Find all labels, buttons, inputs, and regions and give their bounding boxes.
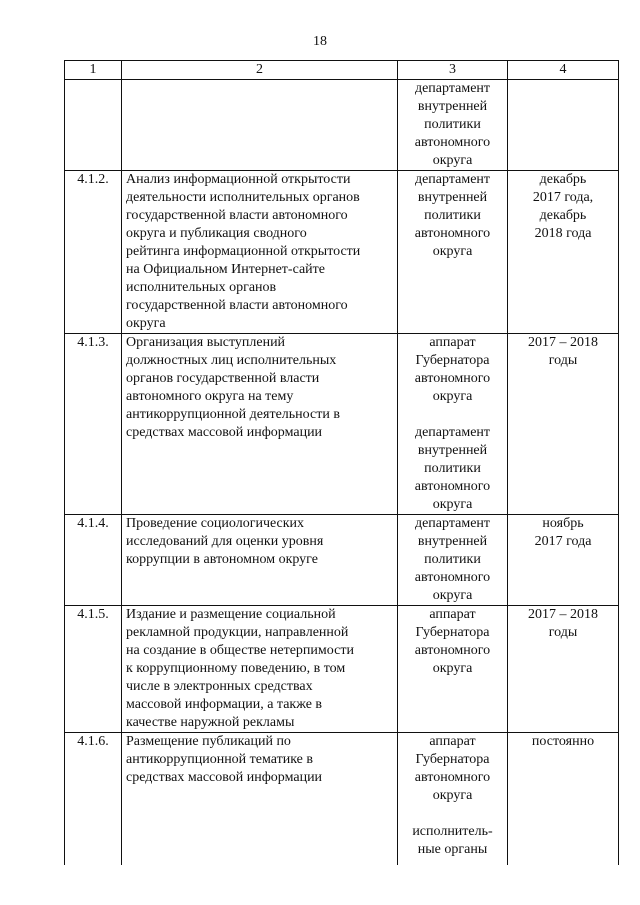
- executor-text-line: округа: [432, 588, 473, 603]
- item-number: 4.1.4.: [65, 515, 122, 606]
- measure-description: [122, 334, 398, 515]
- executor-text-line: внутренней: [417, 190, 488, 205]
- table-row: [65, 80, 619, 171]
- measure-text-line: должностных лиц исполнительных: [126, 353, 337, 368]
- executor-text-line: округа: [432, 244, 473, 259]
- executor-text-line: политики: [424, 552, 481, 567]
- measure-description: [122, 733, 398, 866]
- executor-text-line: автономного: [414, 226, 491, 241]
- executor-text-line: политики: [424, 208, 481, 223]
- measure-text-line: исследований для оценки уровня: [126, 534, 324, 549]
- executor-cell: [398, 606, 508, 733]
- measure-text-line: к коррупционному поведению, в том: [126, 661, 346, 676]
- executor-text-line: [402, 406, 503, 424]
- executor-text-line: округа: [432, 153, 473, 168]
- executor-text-line: автономного: [414, 479, 491, 494]
- executor-text-line: аппарат: [429, 607, 476, 622]
- measure-text-line: автономного округа на тему: [126, 389, 294, 404]
- term-cell: [508, 606, 619, 733]
- executor-text-line: округа: [432, 497, 473, 512]
- executor-text-line: департамент: [414, 425, 491, 440]
- column-header-term: 4: [508, 61, 619, 80]
- measure-text-line: средствах массовой информации: [126, 770, 323, 785]
- term-text-line: ноябрь: [542, 516, 584, 531]
- executor-text-line: аппарат: [429, 734, 476, 749]
- term-cell: [508, 733, 619, 866]
- term-text-line: 2017 – 2018: [528, 335, 598, 350]
- measure-text-line: исполнительных органов: [126, 280, 277, 295]
- term-text-line: 2017 года,: [532, 190, 594, 205]
- executor-cell: [398, 171, 508, 334]
- measure-text-line: средствах массовой информации: [126, 425, 323, 440]
- executor-text-line: политики: [424, 117, 481, 132]
- executor-text-line: департамент: [414, 81, 491, 96]
- term-cell: [508, 80, 619, 171]
- executor-text-line: аппарат: [429, 335, 476, 350]
- measure-text-line: антикоррупционной тематике в: [126, 752, 314, 767]
- executor-text-line: внутренней: [417, 534, 488, 549]
- executor-text-line: автономного: [414, 135, 491, 150]
- measure-text-line: на создание в обществе нетерпимости: [126, 643, 354, 658]
- measure-text-line: государственной власти автономного: [126, 208, 348, 223]
- executor-cell: [398, 334, 508, 515]
- measure-text-line: Организация выступлений: [126, 335, 286, 350]
- table-row: [65, 733, 619, 866]
- measure-text-line: деятельности исполнительных органов: [126, 190, 360, 205]
- executor-text-line: [402, 805, 503, 823]
- term-text-line: 2017 – 2018: [528, 607, 598, 622]
- measure-text-line: органов государственной власти: [126, 371, 320, 386]
- term-cell: [508, 334, 619, 515]
- measure-description: [122, 515, 398, 606]
- item-number: 4.1.2.: [65, 171, 122, 334]
- item-number: 4.1.3.: [65, 334, 122, 515]
- table-row: [65, 606, 619, 733]
- term-text-line: годы: [548, 353, 578, 368]
- term-text-line: 2017 года: [534, 534, 592, 549]
- measure-text-line: рекламной продукции, направленной: [126, 625, 349, 640]
- measure-text-line: рейтинга информационной открытости: [126, 244, 361, 259]
- executor-text-line: округа: [432, 389, 473, 404]
- term-text-line: декабрь: [539, 172, 587, 187]
- measure-text-line: Проведение социологических: [126, 516, 305, 531]
- executor-text-line: Губернатора: [415, 353, 490, 368]
- executor-cell: [398, 733, 508, 866]
- measure-text-line: Издание и размещение социальной: [126, 607, 336, 622]
- measure-text-line: округа и публикация сводного: [126, 226, 307, 241]
- term-text-line: постоянно: [531, 734, 595, 749]
- term-cell: [508, 515, 619, 606]
- measure-description: [122, 606, 398, 733]
- executor-text-line: департамент: [414, 516, 491, 531]
- executor-text-line: округа: [432, 661, 473, 676]
- table-header-row: [65, 61, 619, 80]
- executor-text-line: Губернатора: [415, 752, 490, 767]
- measure-text-line: государственной власти автономного: [126, 298, 348, 313]
- measure-text-line: массовой информации, а также в: [126, 697, 323, 712]
- page-number: 18: [313, 34, 327, 49]
- table-row: [65, 334, 619, 515]
- executor-cell: [398, 515, 508, 606]
- measure-text-line: коррупции в автономном округе: [126, 552, 318, 567]
- column-header-number: 1: [65, 61, 122, 80]
- measures-table: [64, 60, 619, 865]
- executor-text-line: автономного: [414, 643, 491, 658]
- executor-text-line: внутренней: [417, 443, 488, 458]
- executor-text-line: округа: [432, 788, 473, 803]
- measure-description: [122, 80, 398, 171]
- executor-text-line: автономного: [414, 570, 491, 585]
- measure-text-line: антикоррупционной деятельности в: [126, 407, 340, 422]
- table-row: [65, 515, 619, 606]
- executor-text-line: Губернатора: [415, 625, 490, 640]
- measure-description: [122, 171, 398, 334]
- column-header-executor: 3: [398, 61, 508, 80]
- measure-text-line: числе в электронных средствах: [126, 679, 313, 694]
- term-cell: [508, 171, 619, 334]
- executor-text-line: ные органы: [417, 842, 488, 857]
- item-number: 4.1.5.: [65, 606, 122, 733]
- term-text-line: 2018 года: [534, 226, 592, 241]
- item-number: 4.1.6.: [65, 733, 122, 866]
- measure-text-line: округа: [126, 316, 166, 331]
- table-row: [65, 171, 619, 334]
- measure-text-line: Размещение публикаций по: [126, 734, 291, 749]
- executor-text-line: внутренней: [417, 99, 488, 114]
- executor-text-line: исполнитель-: [412, 824, 493, 839]
- measure-text-line: качестве наружной рекламы: [126, 715, 295, 730]
- measure-text-line: на Официальном Интернет-сайте: [126, 262, 326, 277]
- term-text-line: декабрь: [539, 208, 587, 223]
- executor-text-line: политики: [424, 461, 481, 476]
- executor-cell: [398, 80, 508, 171]
- term-text-line: годы: [548, 625, 578, 640]
- measure-text-line: Анализ информационной открытости: [126, 172, 351, 187]
- item-number: [65, 80, 122, 171]
- column-header-measure: 2: [122, 61, 398, 80]
- executor-text-line: автономного: [414, 371, 491, 386]
- executor-text-line: автономного: [414, 770, 491, 785]
- executor-text-line: департамент: [414, 172, 491, 187]
